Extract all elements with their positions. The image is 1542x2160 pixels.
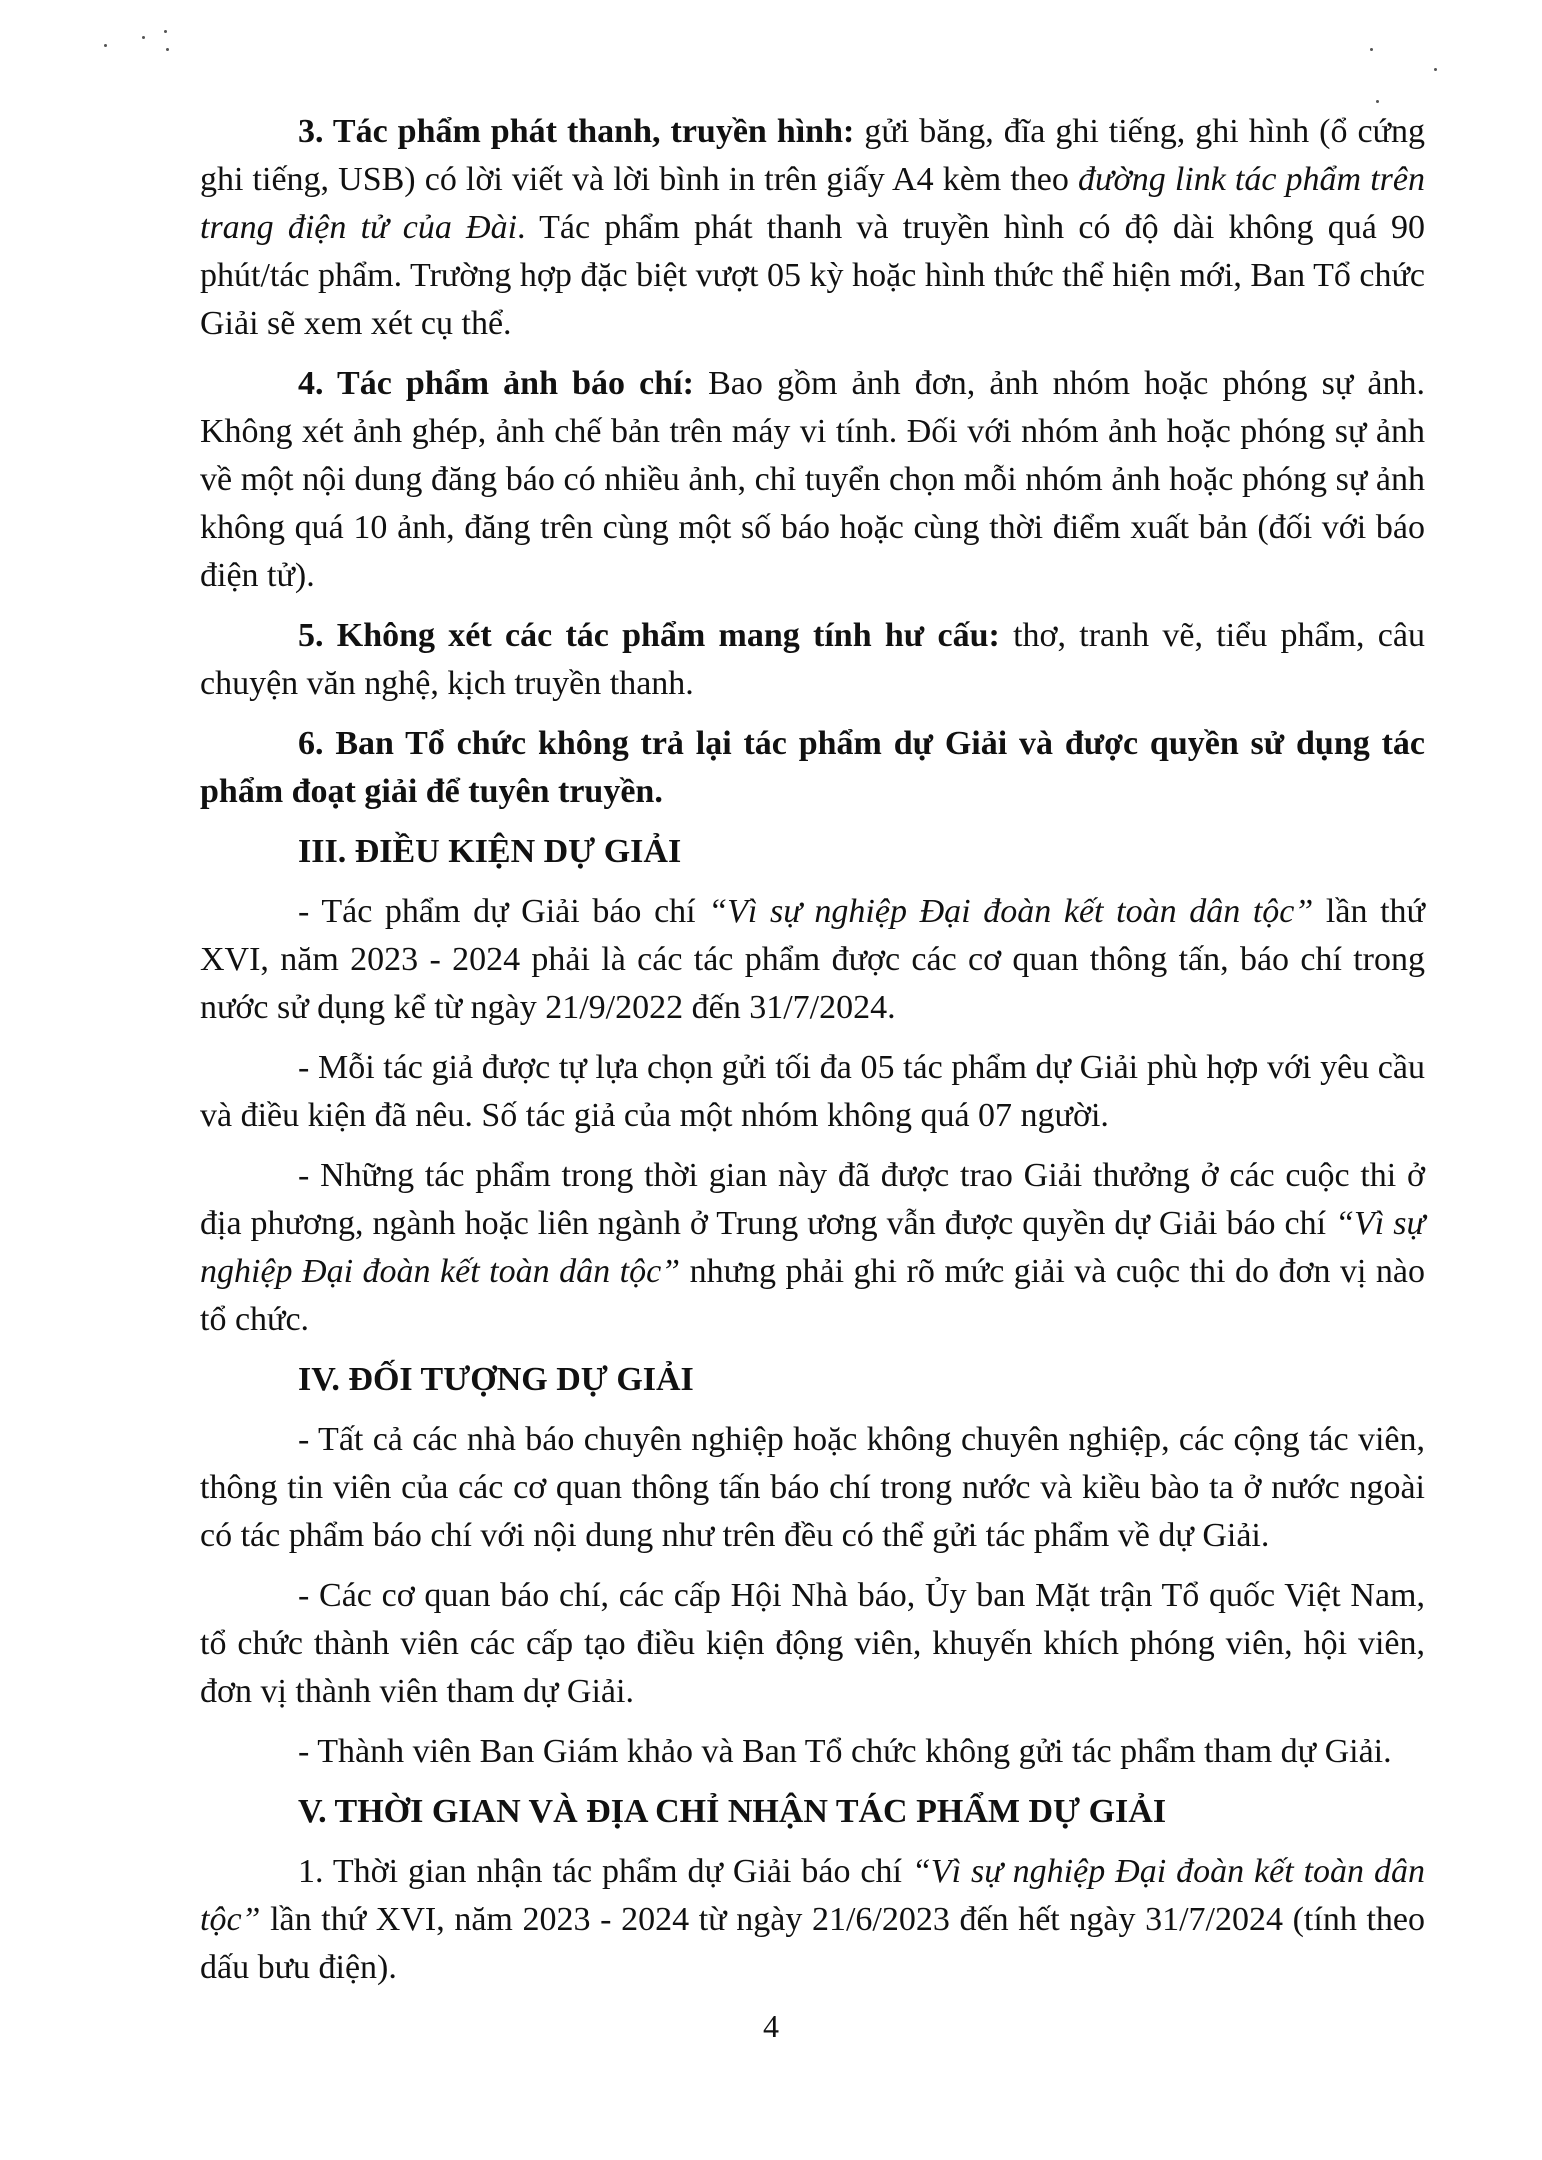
s5p1-text: 1. Thời gian nhận tác phẩm dự Giải báo chí bbox=[298, 1853, 912, 1890]
section-5-heading: V. THỜI GIAN VÀ ĐỊA CHỈ NHẬN TÁC PHẨM DỰ GIẢI bbox=[298, 1793, 1167, 1830]
section-3-heading: III. ĐIỀU KIỆN DỰ GIẢI bbox=[298, 833, 682, 870]
s5p1-text-end: lần thứ XVI, năm 2023 - 2024 từ ngày 21/6/2023 đến hết ngày 31/7/2024 (tính theo dấu bưu điện). bbox=[200, 1901, 1425, 1986]
item-3-broadcast-works bbox=[200, 108, 1425, 348]
item-3-italic: đường link tác phẩm trên trang điện tử của Đài bbox=[200, 161, 1425, 246]
item-6-no-return bbox=[200, 720, 1425, 816]
item-5-fiction-exclusion bbox=[200, 612, 1425, 708]
item-3-label: 3. Tác phẩm phát thanh, truyền hình: bbox=[298, 113, 855, 150]
s3p1-text-end: lần thứ XVI, năm 2023 - 2024 phải là các tác phẩm được các cơ quan thông tấn, báo chí trong nước sử dụng kể từ ngày 21/9/2022 đến 31/7/2024. bbox=[200, 893, 1425, 1026]
scan-speck bbox=[104, 44, 107, 47]
item-5-label: 5. Không xét các tác phẩm mang tính hư cấu: bbox=[298, 617, 1000, 654]
scan-speck bbox=[166, 48, 169, 51]
item-4-text: Bao gồm ảnh đơn, ảnh nhóm hoặc phóng sự ảnh. Không xét ảnh ghép, ảnh chế bản trên máy vi tính. Đối với nhóm ảnh hoặc phóng sự ảnh về một nội dung đăng báo có nhiều ảnh, chỉ tuyển chọn mỗi nhóm ảnh hoặc phóng sự ảnh không quá 10 ảnh, đăng trên cùng một số báo hoặc cùng thời điểm xuất bản (đối với báo điện tử). bbox=[200, 365, 1425, 594]
item-4-label: 4. Tác phẩm ảnh báo chí: bbox=[298, 365, 694, 402]
award-name-italic: “Vì sự nghiệp Đại đoàn kết toàn dân tộc” bbox=[708, 893, 1314, 930]
item-6-label: 6. Ban Tổ chức không trả lại tác phẩm dự Giải và được quyền sử dụng tác phẩm đoạt giải để tuyên truyền. bbox=[200, 725, 1425, 810]
section-4-paragraph-3: - Thành viên Ban Giám khảo và Ban Tổ chức không gửi tác phẩm tham dự Giải. bbox=[298, 1733, 1392, 1770]
scan-speck bbox=[1370, 48, 1373, 51]
page-number: 4 bbox=[763, 2008, 779, 2044]
scan-speck bbox=[164, 30, 167, 33]
section-3-paragraph-2: - Mỗi tác giả được tự lựa chọn gửi tối đa 05 tác phẩm dự Giải phù hợp với yêu cầu và điều kiện đã nêu. Số tác giả của một nhóm không quá 07 người. bbox=[200, 1049, 1425, 1134]
section-5-paragraph-1 bbox=[200, 1848, 1425, 1992]
award-name-italic: “Vì sự nghiệp Đại đoàn kết toàn dân tộc” bbox=[200, 1205, 1425, 1290]
item-5-text: thơ, tranh vẽ, tiểu phẩm, câu chuyện văn nghệ, kịch truyền thanh. bbox=[200, 617, 1425, 702]
item-3-text: gửi băng, đĩa ghi tiếng, ghi hình (ổ cứng ghi tiếng, USB) có lời viết và lời bình in trên giấy A4 kèm theo bbox=[200, 113, 1425, 198]
scan-speck bbox=[1434, 68, 1437, 71]
section-4-paragraph-2: - Các cơ quan báo chí, các cấp Hội Nhà báo, Ủy ban Mặt trận Tổ quốc Việt Nam, tổ chức thành viên các cấp tạo điều kiện động viên, khuyến khích phóng viên, hội viên, đơn vị thành viên tham dự Giải. bbox=[200, 1577, 1425, 1710]
item-4-photo-works bbox=[200, 360, 1425, 600]
s3p3-text-end: nhưng phải ghi rõ mức giải và cuộc thi do đơn vị nào tổ chức. bbox=[200, 1253, 1425, 1338]
section-4-heading: IV. ĐỐI TƯỢNG DỰ GIẢI bbox=[298, 1361, 694, 1398]
document-page bbox=[200, 108, 1425, 2004]
section-3-paragraph-3 bbox=[200, 1152, 1425, 1344]
s3p1-text: - Tác phẩm dự Giải báo chí bbox=[298, 893, 709, 930]
scan-speck bbox=[1376, 100, 1379, 103]
scan-speck bbox=[142, 36, 145, 39]
s3p3-text: - Những tác phẩm trong thời gian này đã được trao Giải thưởng ở các cuộc thi ở địa phương, ngành hoặc liên ngành ở Trung ương vẫn được quyền dự Giải báo chí bbox=[200, 1157, 1425, 1242]
section-4-paragraph-1: - Tất cả các nhà báo chuyên nghiệp hoặc không chuyên nghiệp, các cộng tác viên, thông tin viên của các cơ quan thông tấn báo chí trong nước và kiều bào ta ở nước ngoài có tác phẩm báo chí với nội dung như trên đều có thể gửi tác phẩm về dự Giải. bbox=[200, 1421, 1425, 1554]
section-3-paragraph-1 bbox=[200, 888, 1425, 1032]
item-3-text-end: . Tác phẩm phát thanh và truyền hình có độ dài không quá 90 phút/tác phẩm. Trường hợp đặc biệt vượt 05 kỳ hoặc hình thức thể hiện mới, Ban Tổ chức Giải sẽ xem xét cụ thể. bbox=[200, 209, 1426, 342]
award-name-italic: “Vì sự nghiệp Đại đoàn kết toàn dân tộc” bbox=[200, 1853, 1425, 1938]
